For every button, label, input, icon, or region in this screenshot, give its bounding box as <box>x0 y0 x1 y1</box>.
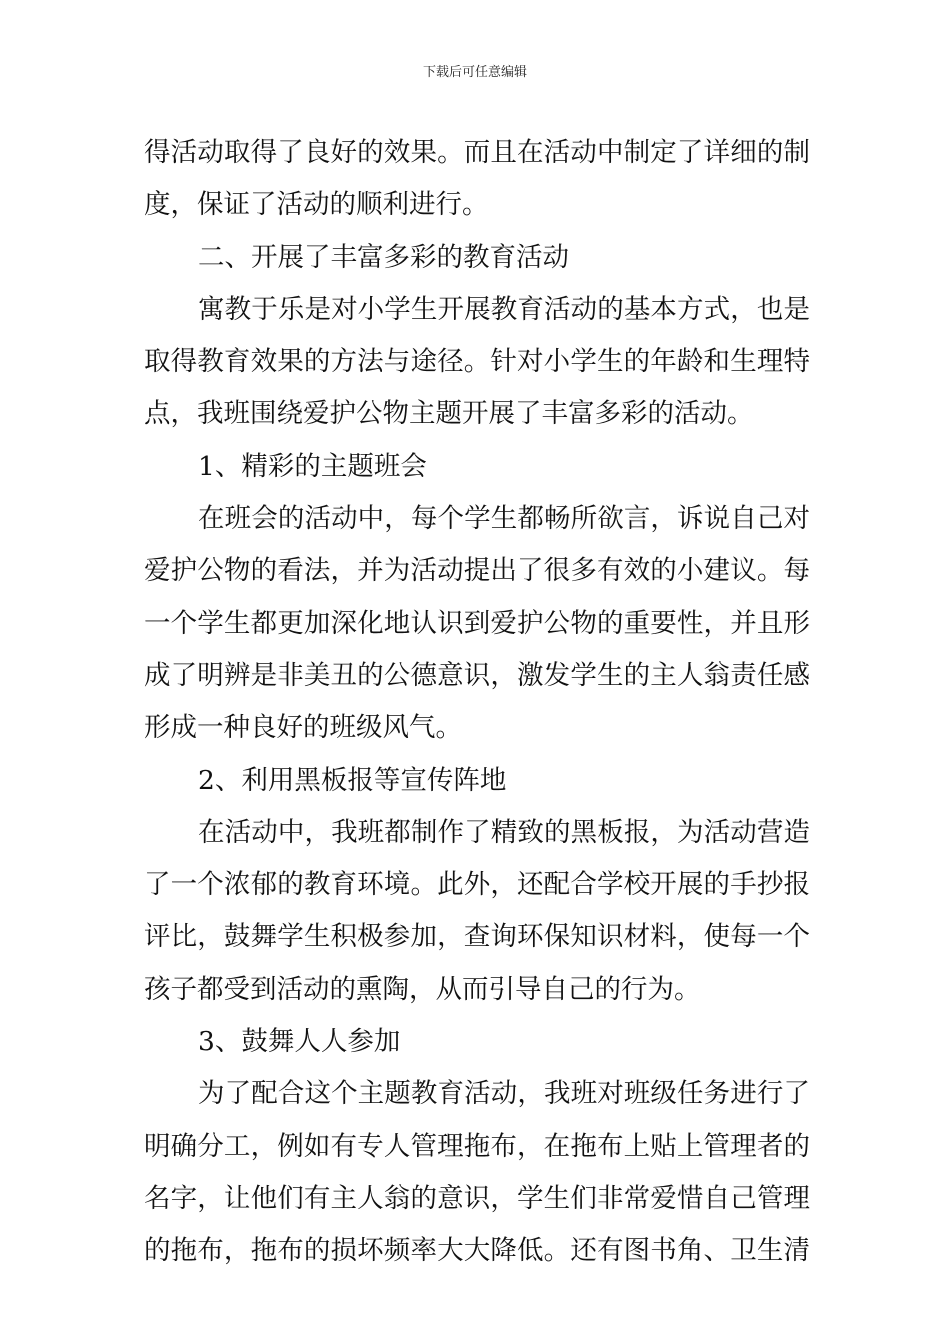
text-line: 3、鼓舞人人参加 <box>198 1026 401 1058</box>
text-line: 取得教育效果的方法与途径。针对小学生的年龄和生理特 <box>144 346 810 378</box>
text-line: 1、精彩的主题班会 <box>198 450 427 482</box>
text-line: 2、利用黑板报等宣传阵地 <box>198 764 507 796</box>
text-line: 成了明辨是非美丑的公德意识，激发学生的主人翁责任感 <box>144 659 810 691</box>
text-line: 的拖布，拖布的损坏频率大大降低。还有图书角、卫生清 <box>144 1235 810 1267</box>
document-body <box>144 127 810 1278</box>
text-line: 一个学生都更加深化地认识到爱护公物的重要性，并且形 <box>144 607 810 639</box>
text-line: 形成一种良好的班级风气。 <box>144 712 462 744</box>
text-line: 明确分工，例如有专人管理拖布，在拖布上贴上管理者的 <box>144 1130 810 1162</box>
text-line: 为了配合这个主题教育活动，我班对班级任务进行了 <box>198 1078 810 1110</box>
text-line: 名字，让他们有主人翁的意识，学生们非常爱惜自己管理 <box>144 1182 810 1214</box>
page-header: 下载后可任意编辑 <box>422 65 527 80</box>
text-line: 在活动中，我班都制作了精致的黑板报，为活动营造 <box>198 816 810 848</box>
text-line: 点，我班围绕爱护公物主题开展了丰富多彩的活动。 <box>144 398 754 430</box>
text-line: 了一个浓郁的教育环境。此外，还配合学校开展的手抄报 <box>144 869 810 901</box>
text-line: 爱护公物的看法，并为活动提出了很多有效的小建议。每 <box>144 555 810 587</box>
text-line: 二、开展了丰富多彩的教育活动 <box>198 241 569 273</box>
text-line: 在班会的活动中，每个学生都畅所欲言，诉说自己对 <box>198 503 810 535</box>
text-line: 寓教于乐是对小学生开展教育活动的基本方式，也是 <box>198 293 810 325</box>
text-line: 评比，鼓舞学生积极参加，查询环保知识材料，使每一个 <box>144 921 810 953</box>
text-line: 孩子都受到活动的熏陶，从而引导自己的行为。 <box>144 973 701 1005</box>
text-line: 得活动取得了良好的效果。而且在活动中制定了详细的制 <box>144 137 810 168</box>
text-line: 度，保证了活动的顺利进行。 <box>144 189 489 221</box>
